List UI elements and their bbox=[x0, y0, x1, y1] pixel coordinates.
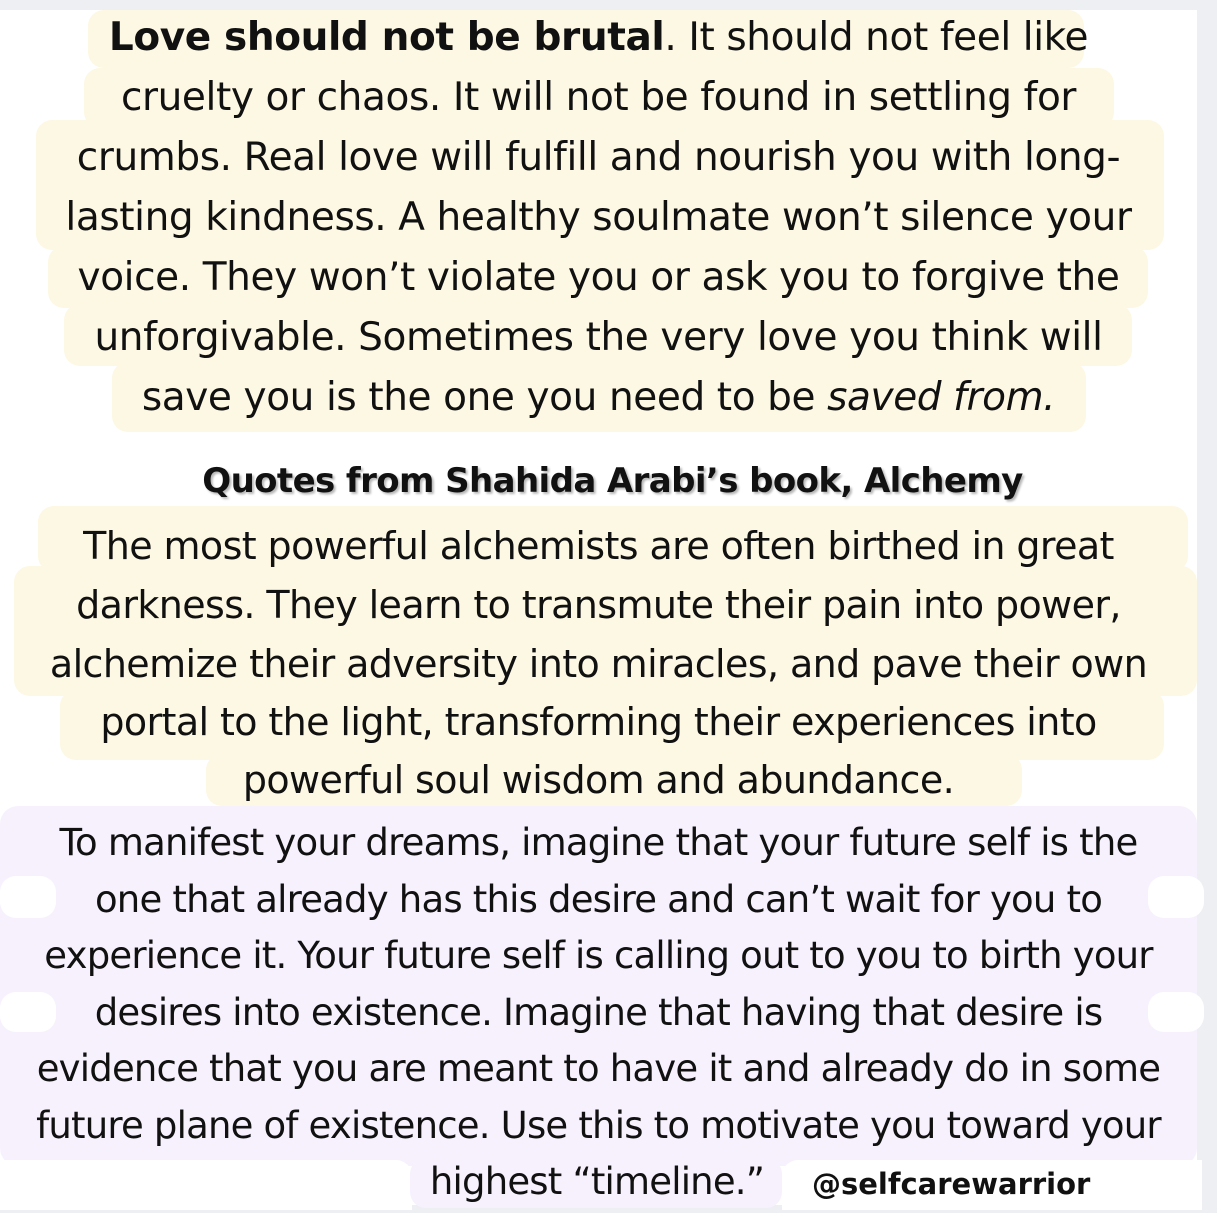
quote3-line: future plane of existence. Use this to motivate you toward your bbox=[36, 1104, 1161, 1147]
quote2-line: alchemize their adversity into miracles, and pave their own bbox=[49, 642, 1148, 686]
quote-card bbox=[0, 10, 1197, 1205]
quote3-line: experience it. Your future self is calling out to you to birth your bbox=[44, 934, 1153, 977]
quote1-text: save you is the one you need to be bbox=[141, 375, 828, 420]
quote1-line: unforgivable. Sometimes the very love you think will bbox=[94, 315, 1103, 360]
quote1-line: voice. They won’t violate you or ask you to forgive the bbox=[77, 255, 1120, 300]
quote1-line bbox=[0, 14, 1197, 62]
quote2-line: powerful soul wisdom and abundance. bbox=[242, 758, 955, 802]
quote3-line: evidence that you are meant to have it and already do in some bbox=[36, 1047, 1161, 1090]
quote2-line: darkness. They learn to transmute their pain into power, bbox=[76, 583, 1121, 627]
quote3-line: To manifest your dreams, imagine that your future self is the bbox=[59, 821, 1138, 864]
quote1-line: crumbs. Real love will fulfill and nourish you with long- bbox=[76, 135, 1121, 180]
book-heading: Quotes from Shahida Arabi’s book, Alchemy bbox=[202, 461, 1023, 501]
quote1-line bbox=[0, 374, 1197, 422]
quote3-line: desires into existence. Imagine that having that desire is bbox=[94, 991, 1103, 1034]
quote1-italic: saved from. bbox=[827, 375, 1056, 420]
quote1-line: lasting kindness. A healthy soulmate won’t silence your bbox=[65, 195, 1132, 240]
highlight-gap bbox=[0, 1160, 412, 1210]
quote1-text: . It should not feel like bbox=[664, 15, 1089, 60]
author-handle: @selfcarewarrior bbox=[812, 1167, 1091, 1201]
quote1-emphasis: Love should not be brutal bbox=[108, 15, 665, 60]
quote2-line: The most powerful alchemists are often birthed in great bbox=[83, 524, 1114, 568]
quote3-line: one that already has this desire and can’t wait for you to bbox=[94, 878, 1103, 921]
quote1-line: cruelty or chaos. It will not be found in settling for bbox=[120, 75, 1077, 120]
quote3-line: highest “timeline.” bbox=[429, 1160, 765, 1203]
quote2-line: portal to the light, transforming their experiences into bbox=[100, 700, 1097, 744]
